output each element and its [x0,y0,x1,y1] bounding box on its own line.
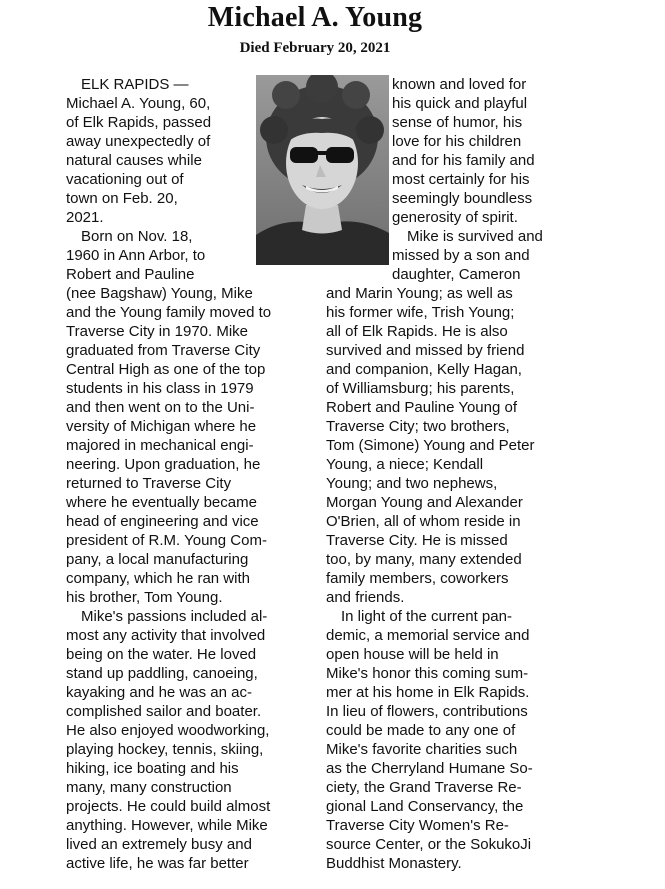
text-line: all of Elk Rapids. He is also [326,323,508,340]
text-line: versity of Michigan where he [66,418,257,435]
text-line: Traverse City; two brothers, [326,418,510,435]
obituary-name: Michael A. Young [207,2,423,33]
text-line: Traverse City in 1970. Mike [66,323,249,340]
text-line: Mike's honor this coming sum- [326,665,529,682]
text-line: stand up paddling, canoeing, [66,665,258,682]
text-line: and friends. [326,589,405,606]
portrait-photo [256,75,389,265]
text-line: kayaking and he was an ac- [66,684,252,701]
text-line: demic, a memorial service and [326,627,530,644]
text-line: Born on Nov. 18, [81,228,193,245]
text-line: active life, he was far better [66,855,249,872]
text-line: where he eventually became [66,494,257,511]
text-line: 2021. [66,209,104,226]
text-line: Robert and Pauline Young of [326,399,517,416]
text-line: graduated from Traverse City [66,342,261,359]
text-line: company, which he ran with [66,570,250,587]
text-line: town on Feb. 20, [66,190,178,207]
text-line: most certainly for his [392,171,530,188]
text-line: anything. However, while Mike [66,817,268,834]
text-line: Mike's favorite charities such [326,741,518,758]
text-line: and for his family and [392,152,535,169]
text-line: being on the water. He loved [66,646,257,663]
text-line: returned to Traverse City [66,475,232,492]
text-line: O'Brien, all of whom reside in [326,513,521,530]
text-line: Tom (Simone) Young and Peter [326,437,535,454]
death-date: Died February 20, 2021 [239,40,391,56]
text-line: Traverse City Women's Re- [326,817,509,834]
text-line: generosity of spirit. [392,209,518,226]
text-line: most any activity that involved [66,627,266,644]
text-line: and companion, Kelly Hagan, [326,361,522,378]
text-line: of Williamsburg; his parents, [326,380,515,397]
text-line: Central High as one of the top [66,361,266,378]
text-line: open house will be held in [326,646,499,663]
text-line: Young, a niece; Kendall [326,456,484,473]
text-line: Michael A. Young, 60, [66,95,211,112]
text-line: lived an extremely busy and [66,836,252,853]
text-line: his quick and playful [392,95,528,112]
text-line: love for his children [392,133,522,150]
text-line: sense of humor, his [392,114,523,131]
text-line: vacationing out of [66,171,184,188]
text-line: Robert and Pauline [66,266,195,283]
text-line: and the Young family moved to [66,304,272,321]
text-line: ciety, the Grand Traverse Re- [326,779,522,796]
text-line: missed by a son and [392,247,530,264]
text-line: natural causes while [66,152,202,169]
text-line: Morgan Young and Alexander [326,494,523,511]
text-line: head of engineering and vice [66,513,259,530]
text-line: students in his class in 1979 [66,380,254,397]
text-line: too, by many, many extended [326,551,522,568]
text-line: He also enjoyed woodworking, [66,722,270,739]
text-line: majored in mechanical engi- [66,437,254,454]
text-line: his brother, Tom Young. [66,589,223,606]
text-line: In light of the current pan- [341,608,512,625]
text-line: president of R.M. Young Com- [66,532,267,549]
text-line: Traverse City. He is missed [326,532,508,549]
text-line: pany, a local manufacturing [66,551,249,568]
text-line: seemingly boundless [392,190,533,207]
text-line: as the Cherryland Humane So- [326,760,533,777]
text-line: many, many construction [66,779,232,796]
text-line: and then went on to the Uni- [66,399,255,416]
text-line: ELK RAPIDS — [81,76,189,93]
text-line: Mike's passions included al- [81,608,268,625]
text-line: of Elk Rapids, passed [66,114,212,131]
text-line: daughter, Cameron [392,266,521,283]
text-line: projects. He could build almost [66,798,271,815]
text-line: Mike is survived and [407,228,543,245]
text-line: could be made to any one of [326,722,516,739]
text-line: 1960 in Ann Arbor, to [66,247,206,264]
text-line: Young; and two nephews, [326,475,498,492]
text-line: In lieu of flowers, contributions [326,703,528,720]
text-line: and Marin Young; as well as [326,285,513,302]
text-line: mer at his home in Elk Rapids. [326,684,530,701]
text-line: known and loved for [392,76,527,93]
text-line: playing hockey, tennis, skiing, [66,741,264,758]
text-line: neering. Upon graduation, he [66,456,261,473]
text-line: source Center, or the SokukoJi [326,836,532,853]
text-line: his former wife, Trish Young; [326,304,515,321]
text-line: away unexpectedly of [66,133,211,150]
text-line: family members, coworkers [326,570,509,587]
text-line: (nee Bagshaw) Young, Mike [66,285,253,302]
text-line: survived and missed by friend [326,342,525,359]
text-line: hiking, ice boating and his [66,760,239,777]
text-line: Buddhist Monastery. [326,855,462,872]
text-line: gional Land Conservancy, the [326,798,524,815]
text-line: complished sailor and boater. [66,703,262,720]
